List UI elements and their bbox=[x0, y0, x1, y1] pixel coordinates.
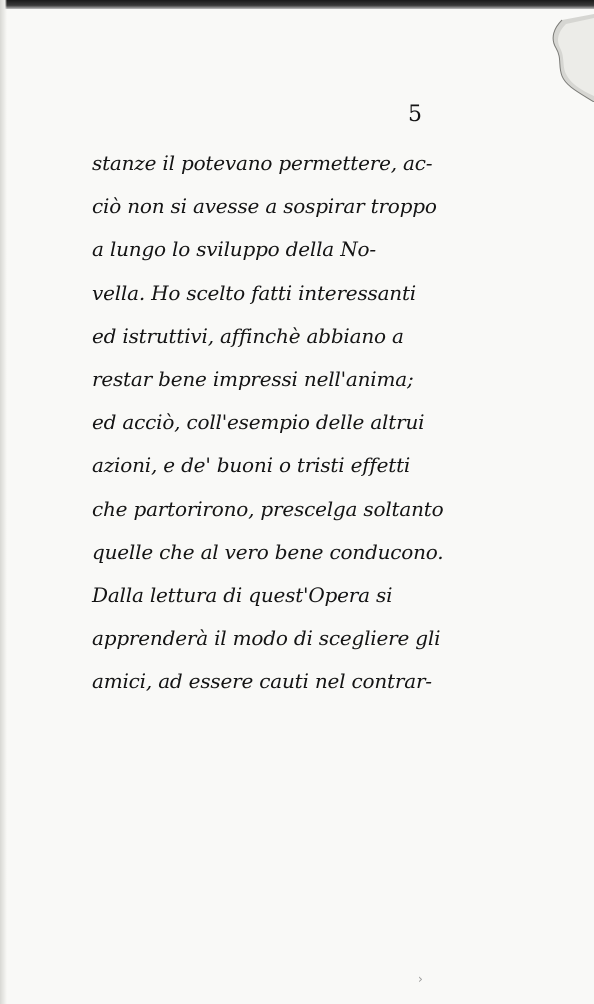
text-line: ciò non si avesse a sospirar troppo bbox=[92, 194, 437, 219]
text-line: a lungo lo sviluppo della No- bbox=[92, 237, 376, 262]
scan-left-edge bbox=[0, 0, 7, 1004]
text-line: amici, ad essere cauti nel contrar- bbox=[92, 669, 432, 694]
text-line: azioni, e de' buoni o tristi effetti bbox=[92, 453, 411, 478]
torn-corner-icon bbox=[548, 14, 594, 102]
scan-top-border bbox=[0, 0, 594, 9]
text-line: apprenderà il modo di scegliere gli bbox=[92, 626, 441, 651]
page-number: 5 bbox=[408, 102, 422, 127]
text-line: vella. Ho scelto fatti interessanti bbox=[92, 280, 417, 305]
body-text bbox=[92, 142, 464, 703]
text-line: ed acciò, coll'esempio delle altrui bbox=[92, 410, 425, 435]
text-line: Dalla lettura di quest'Opera si bbox=[92, 582, 393, 607]
text-line: ed istruttivi, affinchè abbiano a bbox=[92, 323, 404, 348]
text-line: che partorirono, prescelga soltanto bbox=[92, 496, 444, 521]
text-line: restar bene impressi nell'anima; bbox=[92, 366, 414, 391]
text-line: stanze il potevano permettere, ac- bbox=[92, 151, 433, 175]
scan-speck: › bbox=[418, 972, 423, 986]
text-line: quelle che al vero bene conducono. bbox=[92, 539, 444, 564]
